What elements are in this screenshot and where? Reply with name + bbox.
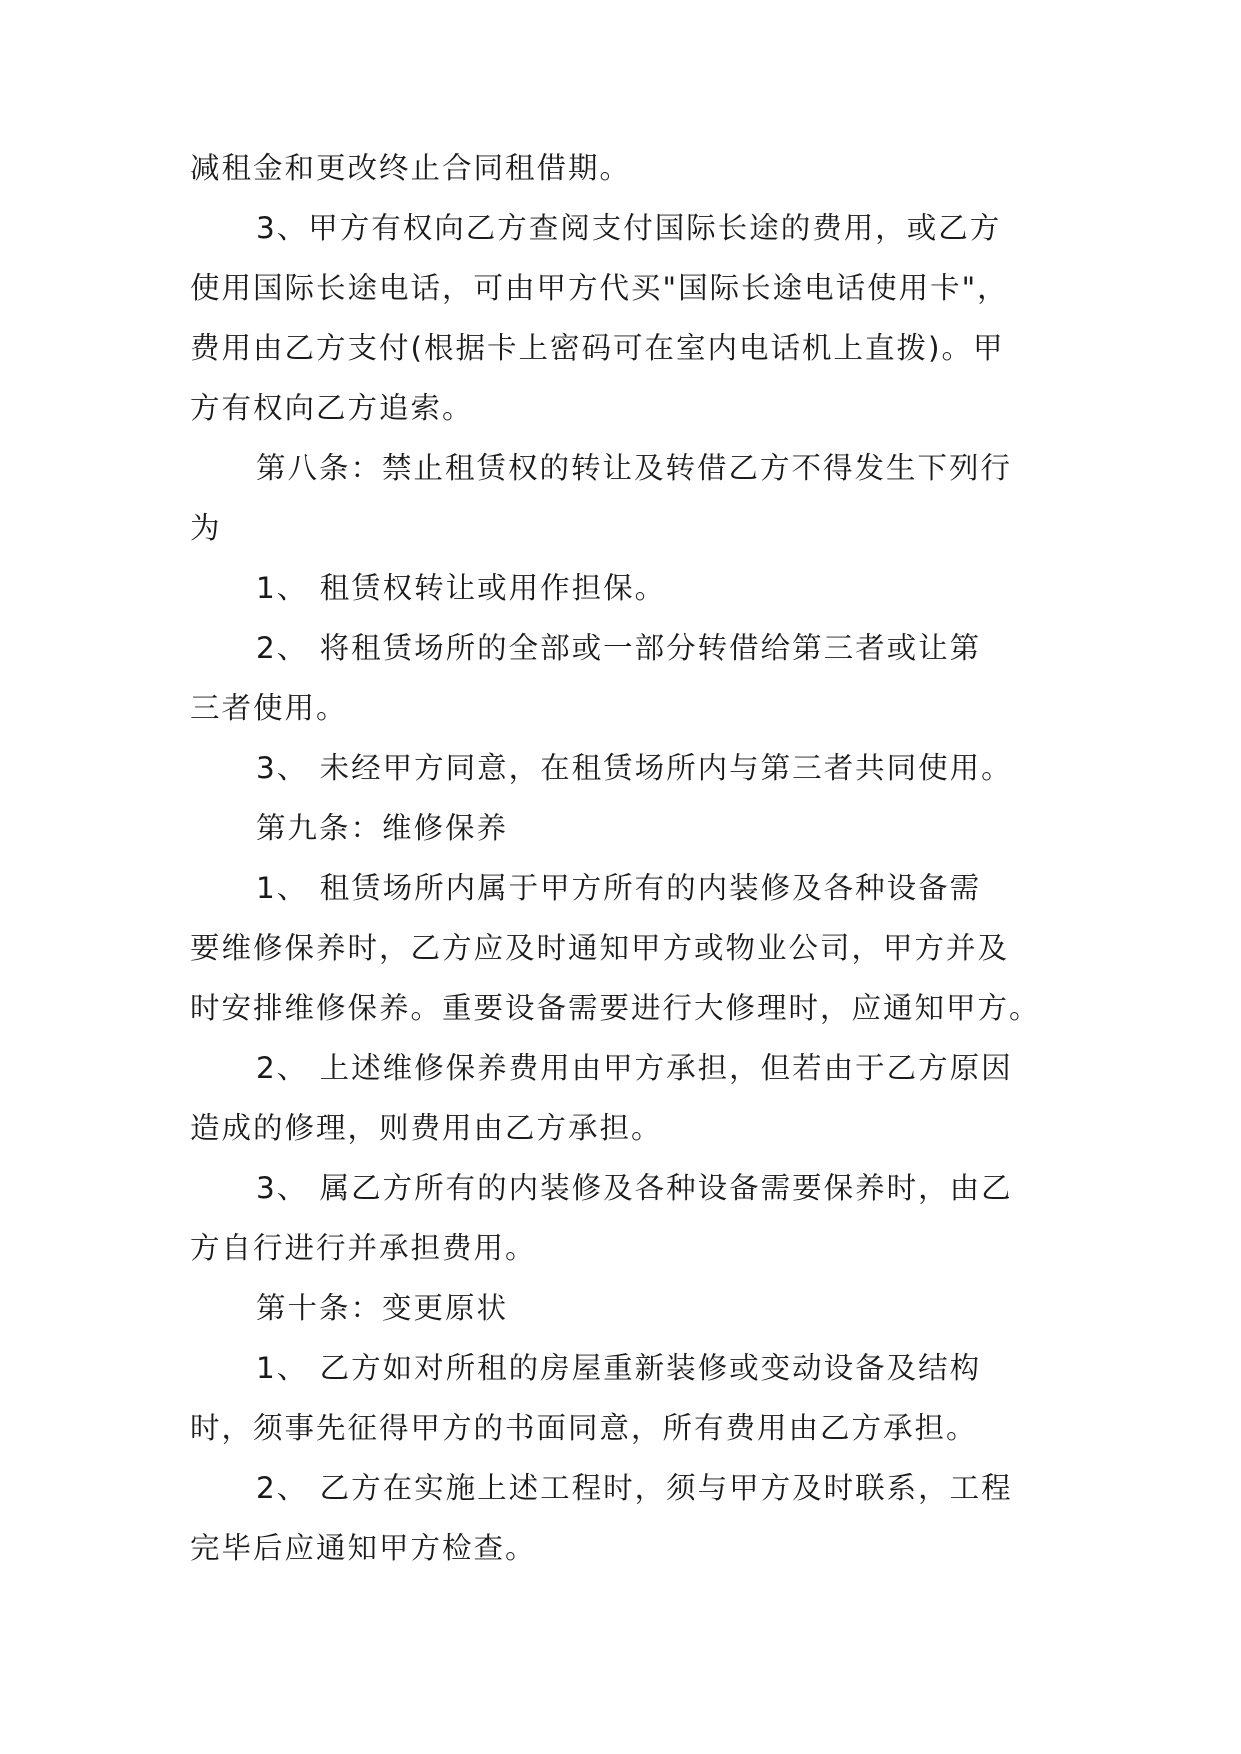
article-8-heading: 第八条：禁止租赁权的转让及转借乙方不得发生下列行	[256, 451, 1013, 485]
text-line-13: 1、 租赁场所内属于甲方所有的内装修及各种设备需	[256, 871, 982, 905]
text-line-18: 3、 属乙方所有的内装修及各种设备需要保养时，由乙	[256, 1171, 1013, 1205]
text-line-15: 时安排维修保养。重要设备需要进行大修理时，应通知甲方。	[190, 991, 1041, 1025]
text-line-8: 1、 租赁权转让或用作担保。	[256, 571, 667, 605]
text-line-19: 方自行进行并承担费用。	[190, 1231, 537, 1265]
text-line-4: 费用由乙方支付(根据卡上密码可在室内电话机上直拨)。甲	[190, 331, 1005, 365]
text-line-2: 3、甲方有权向乙方查阅支付国际长途的费用，或乙方	[256, 211, 1002, 245]
article-10-heading: 第十条：变更原状	[256, 1291, 509, 1325]
text-line-5: 方有权向乙方追索。	[190, 391, 474, 425]
text-line-14: 要维修保养时，乙方应及时通知甲方或物业公司，甲方并及	[190, 931, 1010, 965]
text-line-11: 3、 未经甲方同意，在租赁场所内与第三者共同使用。	[256, 751, 1013, 785]
text-line-1: 减租金和更改终止合同租借期。	[190, 151, 632, 185]
text-line-10: 三者使用。	[190, 691, 348, 725]
text-line-9: 2、 将租赁场所的全部或一部分转借给第三者或让第	[256, 631, 982, 665]
text-line-17: 造成的修理，则费用由乙方承担。	[190, 1111, 663, 1145]
text-line-16: 2、 上述维修保养费用由甲方承担，但若由于乙方原因	[256, 1051, 1013, 1085]
text-line-23: 2、 乙方在实施上述工程时，须与甲方及时联系，工程	[256, 1471, 1013, 1505]
text-line-22: 时，须事先征得甲方的书面同意，所有费用由乙方承担。	[190, 1411, 978, 1445]
article-9-heading: 第九条：维修保养	[256, 811, 509, 845]
text-line-7: 为	[190, 511, 222, 545]
text-line-24: 完毕后应通知甲方检查。	[190, 1531, 537, 1565]
text-line-3: 使用国际长途电话，可由甲方代买"国际长途电话使用卡"，	[190, 271, 1009, 305]
text-line-21: 1、 乙方如对所租的房屋重新装修或变动设备及结构	[256, 1351, 982, 1385]
